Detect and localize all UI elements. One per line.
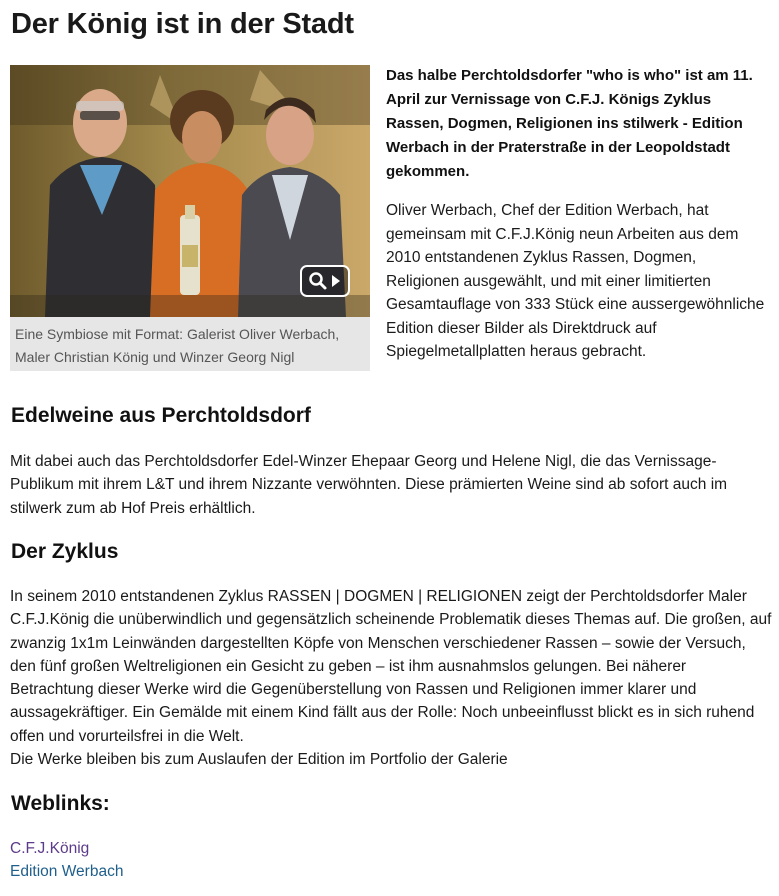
weblink-koenig[interactable]: C.F.J.König [10, 840, 90, 857]
image-figure [10, 65, 370, 371]
section-heading-zyklus: Der Zyklus [11, 540, 119, 563]
play-arrow-icon [302, 267, 348, 295]
weblink-edition-werbach[interactable]: Edition Werbach [10, 863, 124, 880]
article-lead-body: Oliver Werbach, Chef der Edition Werbach, hat gemeinsam mit C.F.J.König neun Arbeiten aus dem 2010 entstandenen Zyklus Rassen, Dogmen, Religionen ausgewählt, und mit einer limitierten Gesamtauflage von 333 Stück eine aussergewöhnliche Edition dieser Bilder als Direktdruck auf Spiegelmetallplatten heraus gebracht. [386, 202, 765, 360]
article-lead: Das halbe Perchtoldsdorfer "who is who" ist am 11. April zur Vernissage von C.F.J. Königs Zyklus Rassen, Dogmen, Religionen ins stilwerk - Edition Werbach in der Praterstraße in der Leopoldstadt gekommen. [386, 67, 753, 180]
section-text-edelweine: Mit dabei auch das Perchtoldsdorfer Edel-Winzer Ehepaar Georg und Helene Nigl, die das Vernissage-Publikum mit ihrem L&T und ihrem Nizzante verwöhnten. Diese prämierten Weine sind ab sofort auch im stilwerk zum ab Hof Preis erhältlich. [10, 453, 728, 517]
image-caption: Eine Symbiose mit Format: Galerist Oliver Werbach, Maler Christian König und Winzer Georg Nigl [15, 326, 340, 365]
section-heading-edelweine: Edelweine aus Perchtoldsdorf [11, 404, 311, 427]
zoom-button[interactable] [300, 265, 350, 297]
section-text-zyklus: In seinem 2010 entstandenen Zyklus RASSEN | DOGMEN | RELIGIONEN zeigt der Perchtoldsdorfer Maler C.F.J.König die unüberwindlich und gegensätzlich scheinende Problematik dieses Themas auf. Die großen, auf zwanzig 1x1m Leinwänden dargestellten Köpfe von Menschen verschiedener Rassen – sowie der Versuch, den fünf großen Weltreligionen ein Gesicht zu geben – ist ihm ausnahmslos gelungen. Bei näherer Betrachtung dieser Werke wird die Gegenüberstellung von Rassen und Religionen immer klarer und aussagekräftiger. Ein Gemälde mit einem Kind fällt aus der Rolle: Noch unbeeinflusst blickt es in sich ruhend offen und vorurteilsfrei in die Welt. [10, 588, 772, 745]
section-heading-weblinks: Weblinks: [11, 792, 110, 815]
article-photo[interactable] [10, 65, 370, 317]
section-text-zyklus-note: Die Werke bleiben bis zum Auslaufen der Edition im Portfolio der Galerie [10, 751, 508, 768]
article-title: Der König ist in der Stadt [11, 8, 354, 40]
